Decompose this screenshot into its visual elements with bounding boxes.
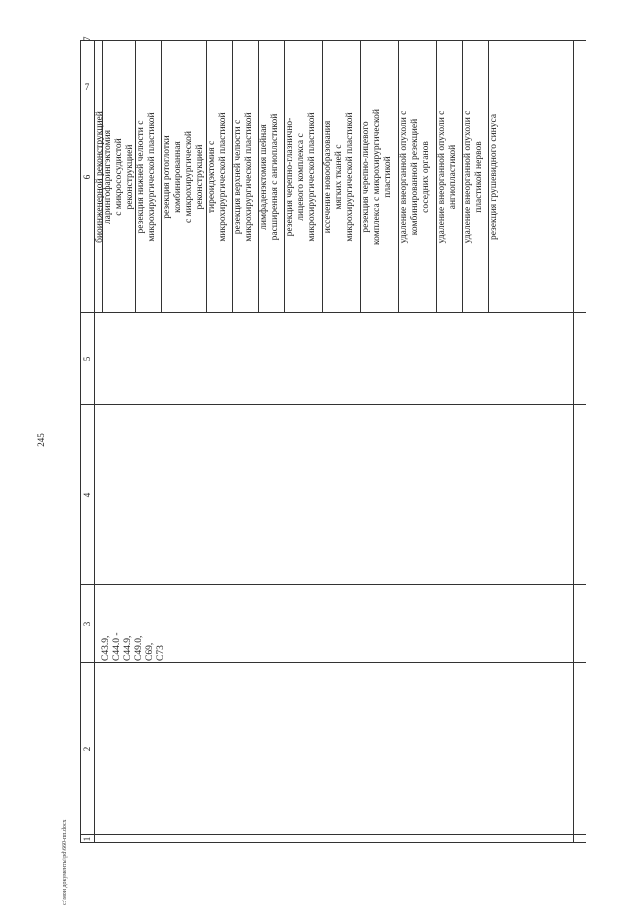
page-number: 245	[36, 433, 46, 447]
column-header-6: 6	[82, 174, 92, 180]
column-divider	[80, 404, 586, 405]
treatment-line: комбинированная	[173, 141, 183, 213]
icd-code: C43.9,	[101, 635, 111, 661]
icd-code: C73	[156, 645, 166, 661]
treatment-line: пластикой нервов	[474, 141, 484, 213]
column-divider	[80, 40, 586, 41]
column-header-5: 5	[82, 356, 92, 362]
treatment-cell	[207, 43, 232, 311]
column-header-3: 3	[82, 621, 92, 627]
column-header-4: 4	[82, 492, 92, 498]
icd-code: C44.9,	[123, 635, 133, 661]
treatment-cell	[136, 43, 161, 311]
treatment-cell	[259, 43, 284, 311]
treatment-line: пластикой	[383, 156, 393, 198]
treatment-line: резекция верхней челюсти с	[233, 119, 243, 235]
treatment-line: микрохирургической пластикой	[147, 112, 157, 242]
treatment-cell	[399, 43, 436, 311]
treatment-cell	[323, 43, 360, 311]
treatment-cell	[95, 43, 105, 311]
table-border-left	[80, 842, 586, 843]
treatment-line: ларингофарингэктомия	[103, 129, 113, 225]
column-header-7-label: 7	[84, 82, 90, 92]
treatment-cell	[489, 43, 573, 311]
treatment-line: резекция черепно-глазнично-	[285, 117, 295, 237]
treatment-line: резекция ротоглотки	[162, 135, 172, 219]
column-divider	[80, 662, 586, 663]
treatment-line: комплекса с микрохирургической	[372, 109, 382, 245]
treatment-cell	[437, 43, 462, 311]
icd-code-cell	[101, 571, 167, 661]
column-divider	[80, 834, 586, 835]
icd-code: C49.0,	[134, 635, 144, 661]
treatment-line: удаление внеорганной опухоли с	[399, 110, 409, 244]
treatment-line: расширенная с ангиопластикой	[270, 113, 280, 241]
treatment-line: соседних органов	[421, 141, 431, 213]
treatment-line: удаление внеорганной опухоли с	[437, 110, 447, 244]
rotated-table: 1 2 3 4 5 6 7 C43.9, C44.0 - C44.9, C49.0, C69, C73 биоинженерной реконструкцией ларингофарингэктомия с микрососудистой реконструкцией резекция нижней челюсти с микрохирургической пластикой резекция ротоглотки комбинированная с микрохирургической реконструкцией тиреоидэктомия с микрохирургической пластикой резекция верхней челюсти с микрохирургической пластикой лимфаденэктомия шейная расширенная с ангиопластикой резекция черепно-глазнично- лицевого комплекса с микрохирургической пластикой иссечение новообразования мягких тканей с микрохирургической пластикой резекция черепно-лицевого комплекса с микрохирургической пластикой удаление внеорганной опухоли с комбинированной резекцией соседних органов удаление внеорганной опухоли с ангиопластикой удаление внеорганной опухоли с пластикой нервов резекция грушевидного синуса	[80, 41, 586, 843]
treatment-cell	[103, 43, 135, 311]
treatment-line: микрохирургической пластикой	[218, 112, 228, 242]
treatment-line: с микрососудистой	[114, 138, 124, 216]
treatment-cell	[285, 43, 322, 311]
treatment-line: комбинированной резекцией	[410, 118, 420, 236]
treatment-line: микрохирургической пластикой	[345, 112, 355, 242]
icd-code: C44.0 -	[112, 632, 122, 661]
column-header-2: 2	[82, 746, 92, 752]
treatment-line: мягких тканей с	[334, 144, 344, 210]
treatment-line: реконструкцией	[125, 144, 135, 210]
treatment-line: ангиопластикой	[448, 144, 458, 210]
treatment-line: тиреоидэктомия с	[207, 140, 217, 214]
footer-file-path: c:\мои документы\pd\660-пп.docx	[62, 819, 68, 905]
treatment-line: иссечение новообразования	[323, 120, 333, 234]
icd-code: C69,	[145, 642, 155, 661]
treatment-cell	[233, 43, 258, 311]
treatment-line: микрохирургической пластикой	[244, 112, 254, 242]
treatment-cell	[361, 43, 398, 311]
treatment-cell	[463, 43, 488, 311]
treatment-line: резекция грушевидного синуса	[489, 113, 499, 241]
treatment-line: резекция черепно-лицевого	[361, 121, 371, 233]
treatment-cell	[162, 43, 206, 311]
treatment-line: лицевого комплекса с	[296, 133, 306, 221]
treatment-line: лимфаденэктомия шейная	[259, 124, 269, 230]
treatment-line: реконструкцией	[195, 144, 205, 210]
treatment-line: биоинженерной реконструкцией	[95, 111, 105, 243]
column-header-1: 1	[82, 836, 92, 842]
treatment-line: удаление внеорганной опухоли с	[463, 110, 473, 244]
treatment-line: микрохирургической пластикой	[307, 112, 317, 242]
column-divider	[80, 312, 586, 313]
treatment-line: резекция нижней челюсти с	[136, 120, 146, 234]
treatment-line: с микрохирургической	[184, 131, 194, 223]
table-border-bottom	[573, 41, 574, 843]
